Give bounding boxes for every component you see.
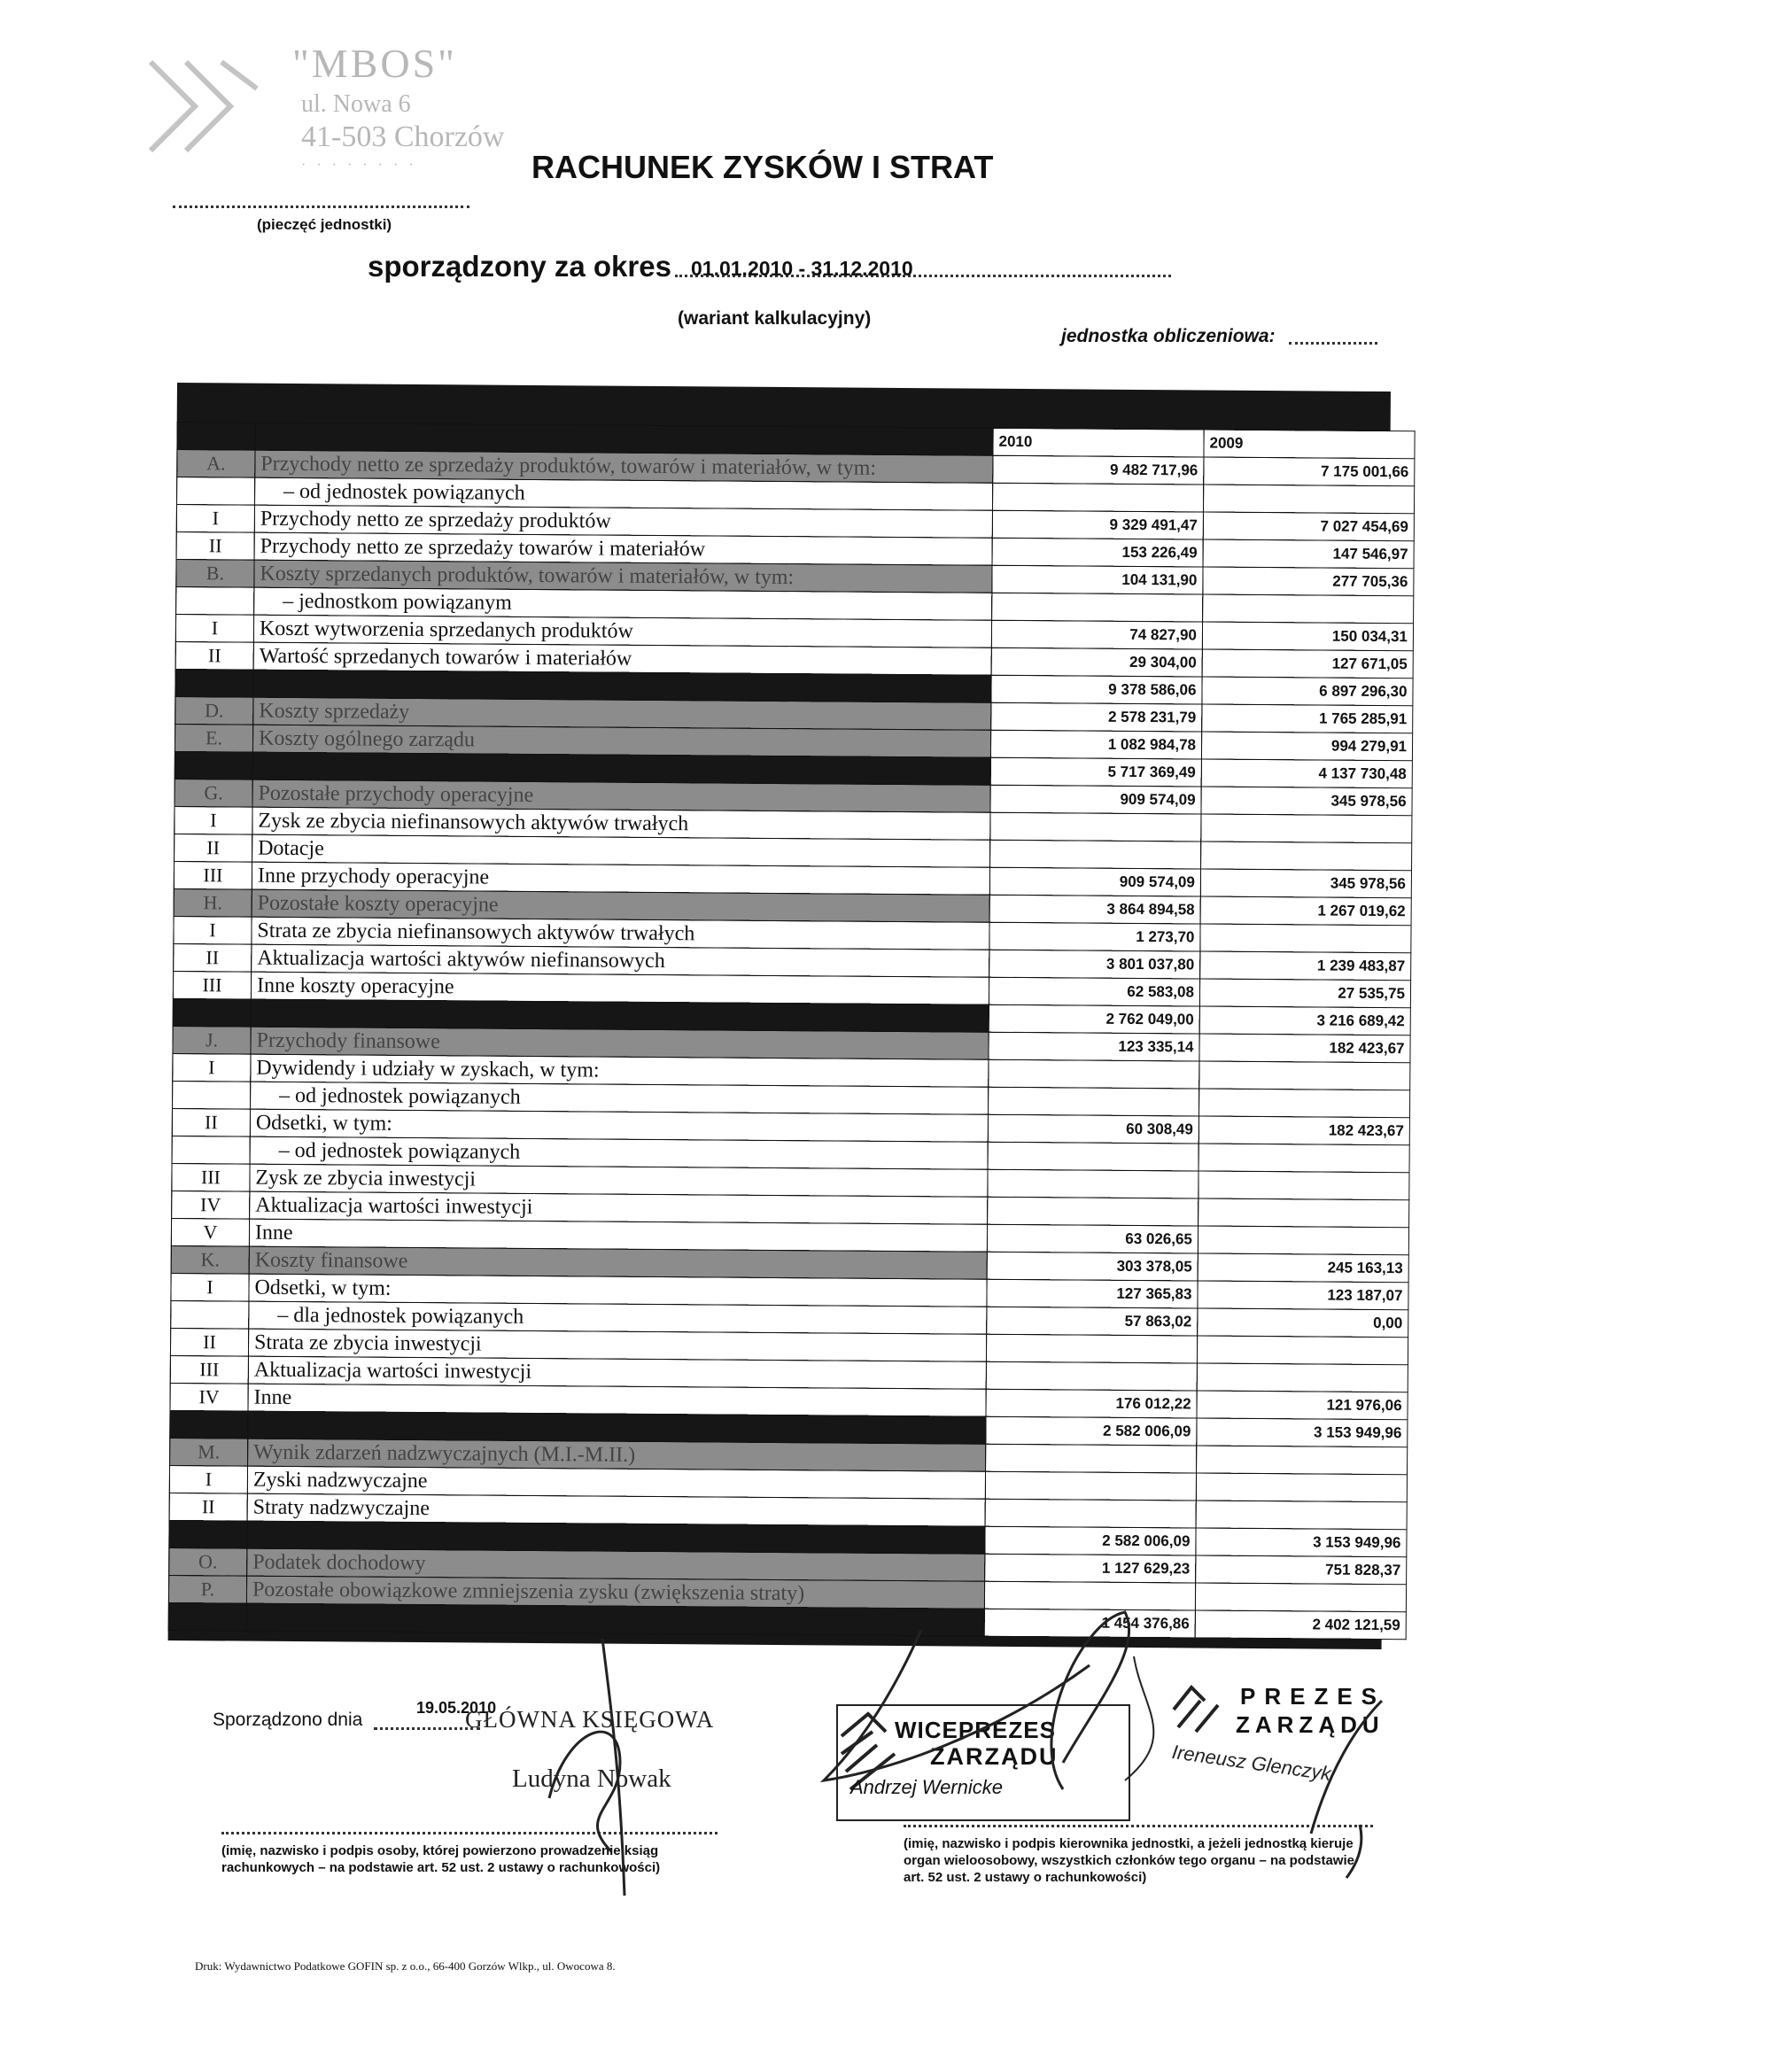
row-value-2010: 2 582 006,09 (986, 1416, 1197, 1446)
row-value-2009 (1197, 1336, 1408, 1365)
row-code: III (173, 971, 251, 999)
row-code: O. (169, 1547, 247, 1576)
row-code: R. (168, 1602, 246, 1631)
row-value-2010: 104 131,90 (992, 565, 1203, 594)
stamp-logo-icon (133, 44, 266, 168)
row-value-2009 (1196, 1473, 1407, 1502)
row-label: Aktualizacja wartości aktywów niefinansowych (252, 944, 989, 977)
row-code (176, 586, 254, 615)
row-value-2009: 182 423,67 (1199, 1034, 1410, 1063)
row-label: Zysk ze zbycia inwestycji (250, 1164, 988, 1197)
president-stamp-name: Ireneusz Glenczyk (1170, 1741, 1333, 1785)
row-code: III (172, 1163, 250, 1191)
row-value-2010: 303 378,05 (987, 1252, 1198, 1281)
row-code: I (174, 916, 252, 944)
variant-label: (wariant kalkulacyjny) (678, 308, 872, 329)
row-code: B. (176, 559, 254, 587)
row-value-2009: 27 535,75 (1199, 979, 1410, 1008)
row-value-2010 (990, 812, 1201, 841)
row-value-2010: 29 304,00 (991, 648, 1202, 677)
row-label: Dotacje (252, 834, 990, 867)
president-stamp-role-line2: ZARZĄDU (1236, 1711, 1385, 1738)
accountant-signature-note: (imię, nazwisko i podpis osoby, której powierzono prowadzenie ksiąg rachunkowych – na podstawie art. 52 ust. 2 ustawy o rachunkowości) (221, 1843, 661, 1875)
row-value-2010: 3 801 037,80 (989, 950, 1200, 979)
row-label: Aktualizacja wartości inwestycji (248, 1356, 986, 1389)
row-value-2009 (1201, 841, 1412, 871)
row-code: I (175, 614, 253, 642)
vice-president-stamp-name: Andrzej Wernicke (850, 1776, 1003, 1798)
row-value-2010: 9 482 717,96 (993, 455, 1204, 485)
row-value-2009 (1196, 1501, 1407, 1530)
management-dotted-line (904, 1825, 1373, 1827)
row-value-2010: 2 578 231,79 (991, 702, 1202, 732)
row-value-2009 (1199, 1171, 1409, 1200)
company-stamp (124, 35, 523, 186)
row-code: II (170, 1328, 248, 1356)
row-value-2009 (1201, 814, 1412, 843)
row-value-2010 (988, 1197, 1199, 1226)
accountant-stamp-name: Ludyna Nowak (512, 1764, 671, 1793)
row-value-2010: 74 827,90 (991, 620, 1202, 649)
row-value-2010: 3 864 894,58 (989, 895, 1200, 924)
period-label: sporządzony za okres (368, 250, 671, 283)
row-label: Aktualizacja wartości inwestycji (250, 1191, 988, 1224)
stamp-street: ul. Nowa 6 (301, 90, 411, 118)
row-value-2009: 121 976,06 (1197, 1391, 1408, 1420)
row-value-2009: 123 187,07 (1198, 1281, 1408, 1310)
row-value-2010: 176 012,22 (986, 1389, 1197, 1418)
row-code: II (175, 834, 252, 862)
row-code (171, 1300, 249, 1329)
row-label: – od jednostek powiązanych (250, 1136, 988, 1169)
row-label: Koszt wytworzenia sprzedanych produktów (253, 615, 991, 648)
vice-president-stamp-role-line2: ZARZĄDU (930, 1743, 1059, 1770)
row-value-2010 (986, 1361, 1197, 1391)
row-value-2009: 127 671,05 (1202, 649, 1413, 679)
row-code: I (176, 505, 254, 533)
stamp-company-name: "MBOS" (292, 41, 457, 86)
row-label: Strata ze zbycia niefinansowych aktywów trwałych (252, 917, 989, 950)
row-code: III (170, 1355, 248, 1384)
row-label: – od jednostek powiązanych (254, 477, 992, 510)
row-value-2009: 277 705,36 (1203, 567, 1414, 596)
row-value-2009 (1199, 1144, 1409, 1173)
row-code: II (172, 1108, 250, 1136)
prepared-date-label: Sporządzono dnia (213, 1710, 363, 1730)
row-value-2009 (1199, 1089, 1409, 1118)
row-label: Zysk (strata) ze sprzedaży (C-D-E) (252, 752, 990, 785)
row-value-2009 (1199, 1061, 1410, 1090)
row-code: IV (172, 1190, 250, 1219)
stamp-dotted-line (173, 206, 469, 208)
row-code: N. (169, 1520, 247, 1548)
row-value-2010 (986, 1334, 1197, 1363)
row-code: H. (174, 888, 252, 917)
row-value-2009: 345 978,56 (1200, 869, 1411, 898)
row-value-2010: 909 574,09 (990, 785, 1201, 814)
prepared-date-value: 19.05.2010 (416, 1699, 497, 1717)
row-label: Podatek dochodowy (247, 1548, 985, 1581)
row-value-2009: 3 153 949,96 (1196, 1528, 1407, 1557)
row-label: Zysk (strata) brutto ze sprzedaży (A-B) (253, 670, 991, 702)
row-label: Przychody netto ze sprzedaży produktów, towarów i materiałów, w tym: (255, 450, 993, 483)
row-label: Inne przychody operacyjne (252, 862, 989, 895)
row-code: F. (175, 751, 252, 779)
row-value-2009 (1203, 594, 1414, 624)
row-label: Koszty sprzedanych produktów, towarów i materiałów, w tym: (254, 560, 992, 593)
row-value-2010 (989, 1059, 1199, 1089)
row-code: I (171, 1273, 249, 1301)
row-code: K. (171, 1245, 249, 1274)
row-label: Zysk (strata) z działalności operacyjnej (F+G-H) (251, 999, 989, 1032)
row-label: Pozostałe koszty operacyjne (252, 889, 989, 922)
period-value: 01.01.2010 - 31.12.2010 (691, 257, 913, 280)
row-value-2010 (988, 1087, 1199, 1116)
row-label: Odsetki, w tym: (250, 1109, 988, 1142)
row-label: Straty nadzwyczajne (247, 1493, 985, 1526)
row-label: – dla jednostek powiązanych (249, 1301, 987, 1334)
row-code: III (174, 861, 252, 889)
year-current-header: 2010 (993, 428, 1204, 457)
row-value-2009 (1200, 924, 1411, 953)
row-code: P. (168, 1575, 246, 1603)
row-value-2009: 1 765 285,91 (1202, 704, 1413, 733)
row-label: Zysk (strata) z działalności gospodarczej (I+J-K) (248, 1411, 986, 1444)
president-stamp-logo-icon (1169, 1683, 1240, 1736)
row-value-2010 (992, 593, 1203, 622)
printer-footer: Druk: Wydawnictwo Podatkowe GOFIN sp. z o.o., 66-400 Gorzów Wlkp., ul. Owocowa 8. (195, 1959, 616, 1973)
row-code: II (169, 1493, 247, 1521)
vice-president-stamp-role: WICEPREZES (895, 1717, 1056, 1743)
row-code: G. (175, 779, 252, 807)
row-label: Inne (248, 1384, 986, 1416)
president-stamp-role: PREZES (1240, 1683, 1386, 1710)
row-label: Koszty sprzedaży (253, 697, 991, 730)
year-previous-header: 2009 (1204, 430, 1415, 459)
row-value-2010: 2 582 006,09 (985, 1526, 1196, 1555)
row-value-2010 (984, 1581, 1195, 1610)
row-value-2010: 63 026,65 (987, 1224, 1198, 1253)
row-code: A. (177, 450, 255, 478)
row-value-2009: 345 978,56 (1201, 787, 1412, 816)
row-value-2009: 3 153 949,96 (1197, 1418, 1408, 1447)
row-code: II (174, 943, 252, 972)
row-label: Wynik zdarzeń nadzwyczajnych (M.I.-M.II.) (248, 1439, 986, 1471)
row-code: I (173, 1053, 251, 1082)
row-value-2009: 3 216 689,42 (1199, 1006, 1410, 1035)
row-value-2010 (985, 1471, 1196, 1501)
row-value-2010: 909 574,09 (989, 867, 1200, 896)
row-value-2009: 1 267 019,62 (1200, 896, 1411, 926)
row-value-2009 (1198, 1226, 1408, 1255)
row-value-2009: 4 137 730,48 (1201, 759, 1412, 788)
row-label: Dywidendy i udziały w zyskach, w tym: (251, 1054, 989, 1087)
stamp-caption: (pieczęć jednostki) (257, 216, 392, 233)
row-code: L. (170, 1410, 248, 1439)
row-value-2010: 153 226,49 (992, 538, 1203, 567)
row-value-2010: 9 329 491,47 (992, 510, 1203, 539)
row-value-2010 (990, 840, 1201, 869)
row-label: Przychody finansowe (251, 1027, 989, 1059)
row-code (172, 1136, 250, 1164)
row-code: II (176, 531, 254, 560)
row-code: II (175, 641, 253, 670)
row-code (176, 477, 254, 506)
row-value-2010: 1 082 984,78 (990, 730, 1201, 759)
row-label: – jednostkom powiązanym (254, 587, 992, 620)
row-label: Strata ze zbycia inwestycji (248, 1329, 986, 1361)
row-value-2010: 62 583,08 (989, 977, 1199, 1006)
row-code: I. (173, 998, 251, 1027)
row-value-2009: 994 279,91 (1201, 732, 1412, 761)
management-signature-note: (imię, nazwisko i podpis kierownika jednostki, a jeżeli jednostką kieruje organ wieloosobowy, wszystkich członków tego organu – na podstawie art. 52 ust. 2 ustawy o rachunkowości) (904, 1836, 1354, 1885)
row-value-2010 (988, 1169, 1199, 1198)
row-label: Inne (249, 1219, 987, 1252)
stamp-extra-line: · · · · · · · · (301, 158, 417, 173)
accountant-dotted-line (221, 1832, 718, 1834)
row-value-2009: 245 163,13 (1198, 1253, 1408, 1283)
row-code: J. (173, 1026, 251, 1054)
row-value-2009: 751 828,37 (1196, 1555, 1407, 1585)
row-label: Koszty ogólnego zarządu (252, 725, 990, 757)
row-value-2009: 0,00 (1198, 1308, 1408, 1338)
row-label: Odsetki, w tym: (249, 1274, 987, 1307)
row-value-2010: 60 308,49 (988, 1114, 1199, 1144)
row-code: I (175, 806, 252, 834)
unit-label: jednostka obliczeniowa: (1061, 326, 1276, 346)
row-value-2010: 127 365,83 (987, 1279, 1198, 1308)
accountant-stamp-role: GŁÓWNA KSIĘGOWA (465, 1706, 715, 1733)
row-value-2009 (1199, 1198, 1409, 1228)
row-value-2010 (988, 1142, 1199, 1171)
row-value-2010: 123 335,14 (989, 1032, 1199, 1061)
row-code: E. (175, 724, 252, 752)
document-title: RACHUNEK ZYSKÓW I STRAT (531, 149, 994, 185)
row-value-2010: 5 717 369,49 (990, 757, 1201, 787)
income-statement-table (168, 383, 1409, 1649)
row-code (172, 1081, 250, 1109)
row-value-2010: 57 863,02 (987, 1307, 1198, 1336)
row-code: V (171, 1218, 249, 1246)
row-value-2009: 182 423,67 (1199, 1116, 1409, 1145)
row-code: IV (170, 1383, 248, 1411)
row-value-2009: 7 175 001,66 (1204, 457, 1415, 486)
row-code: I (169, 1465, 247, 1493)
row-label: Inne koszty operacyjne (251, 972, 989, 1004)
row-value-2010: 1 454 376,86 (984, 1609, 1195, 1638)
row-value-2010: 1 273,70 (989, 922, 1200, 951)
row-code: D. (175, 696, 253, 725)
row-label: Pozostałe przychody operacyjne (252, 779, 990, 812)
row-label: Zysk ze zbycia niefinansowych aktywów trwałych (252, 807, 990, 840)
row-value-2009: 1 239 483,87 (1200, 951, 1411, 981)
row-label: Zysk (strata) brutto (L±M) (247, 1521, 985, 1554)
row-label: Przychody netto ze sprzedaży produktów (254, 505, 992, 538)
row-label: Zysk (strata) netto (N-O-P) (246, 1603, 984, 1636)
prepared-date-dotted-line (374, 1727, 480, 1730)
row-label: – od jednostek powiązanych (250, 1082, 988, 1114)
stamp-city: 41-503 Chorzów (301, 120, 505, 153)
row-value-2010: 1 127 629,23 (985, 1554, 1196, 1583)
unit-dotted-line (1289, 342, 1377, 345)
row-value-2009 (1203, 485, 1414, 514)
row-value-2010: 2 762 049,00 (989, 1004, 1199, 1034)
row-value-2009 (1195, 1583, 1406, 1612)
row-value-2009 (1197, 1446, 1408, 1475)
row-value-2010 (992, 483, 1203, 512)
row-value-2009: 2 402 121,59 (1195, 1610, 1406, 1640)
row-label: Pozostałe obowiązkowe zmniejszenia zysku (zwiększenia straty) (246, 1576, 984, 1609)
row-label: Wartość sprzedanych towarów i materiałów (253, 642, 991, 675)
row-value-2009 (1197, 1363, 1408, 1392)
row-label: Zyski nadzwyczajne (247, 1466, 985, 1499)
row-value-2010 (986, 1444, 1197, 1473)
row-value-2009: 147 546,97 (1203, 539, 1414, 569)
row-label: Przychody netto ze sprzedaży towarów i materiałów (254, 532, 992, 565)
row-value-2010 (985, 1499, 1196, 1528)
row-value-2010: 9 378 586,06 (991, 675, 1202, 704)
row-code: C. (175, 669, 253, 697)
row-value-2009: 150 034,31 (1202, 622, 1413, 651)
row-code: M. (170, 1438, 248, 1466)
row-label: Koszty finansowe (249, 1246, 987, 1279)
row-value-2009: 7 027 454,69 (1203, 512, 1414, 541)
row-value-2009: 6 897 296,30 (1202, 677, 1413, 706)
